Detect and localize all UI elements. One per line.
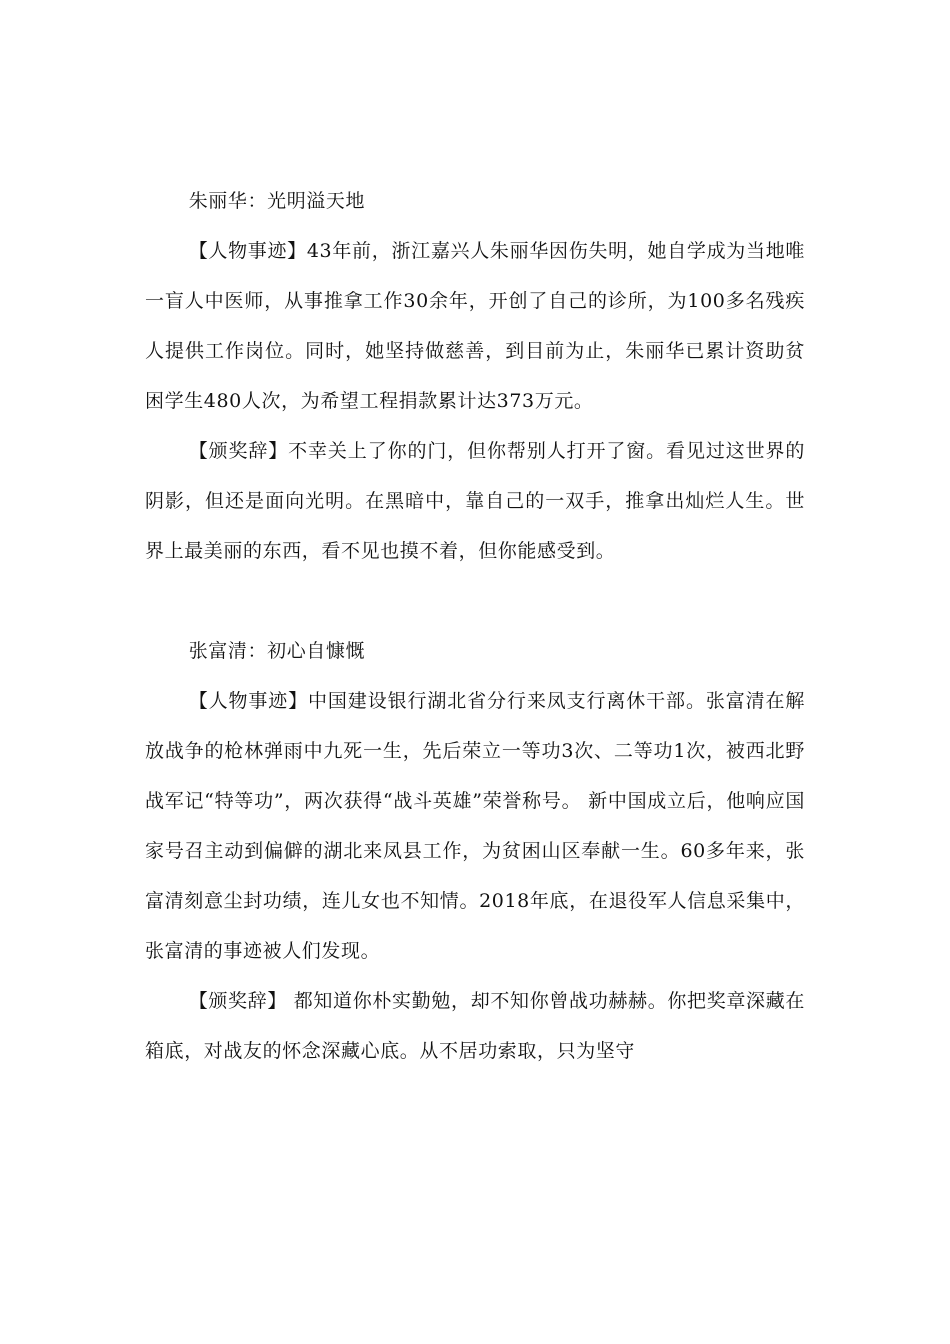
citation-paragraph: 【颁奖辞】 都知道你朴实勤勉，却不知你曾战功赫赫。你把奖章深藏在箱底，对战友的怀念深藏心底。从不居功索取，只为坚守 — [145, 990, 805, 1062]
deeds-paragraph: 【人物事迹】中国建设银行湖北省分行来凤支行离休干部。张富清在解放战争的枪林弹雨中九死一生，先后荣立一等功3次、二等功1次，被西北野战军记“特等功”，两次获得“战斗英雄”荣誉称号。 新中国成立后，他响应国家号召主动到偏僻的湖北来凤县工作，为贫困山区奉献一生。60多年来，张富清刻意尘封功绩，连儿女也不知情。2018年底，在退役军人信息采集中，张富清的事迹被人们发现。 — [145, 690, 805, 962]
document-body — [145, 176, 805, 1076]
person-section-zhang-fuqing — [145, 626, 805, 1076]
section-heading: 朱丽华：光明溢天地 — [188, 190, 366, 212]
section-heading: 张富清：初心自慷慨 — [188, 640, 366, 662]
citation-paragraph: 【颁奖辞】不幸关上了你的门，但你帮别人打开了窗。看见过这世界的阴影，但还是面向光明。在黑暗中，靠自己的一双手，推拿出灿烂人生。世界上最美丽的东西，看不见也摸不着，但你能感受到。 — [145, 440, 805, 562]
person-section-zhu-lihua — [145, 176, 805, 576]
deeds-paragraph: 【人物事迹】43年前，浙江嘉兴人朱丽华因伤失明，她自学成为当地唯一盲人中医师，从事推拿工作30余年，开创了自己的诊所，为100多名残疾人提供工作岗位。同时，她坚持做慈善，到目前为止，朱丽华已累计资助贫困学生480人次，为希望工程捐款累计达373万元。 — [145, 240, 805, 412]
